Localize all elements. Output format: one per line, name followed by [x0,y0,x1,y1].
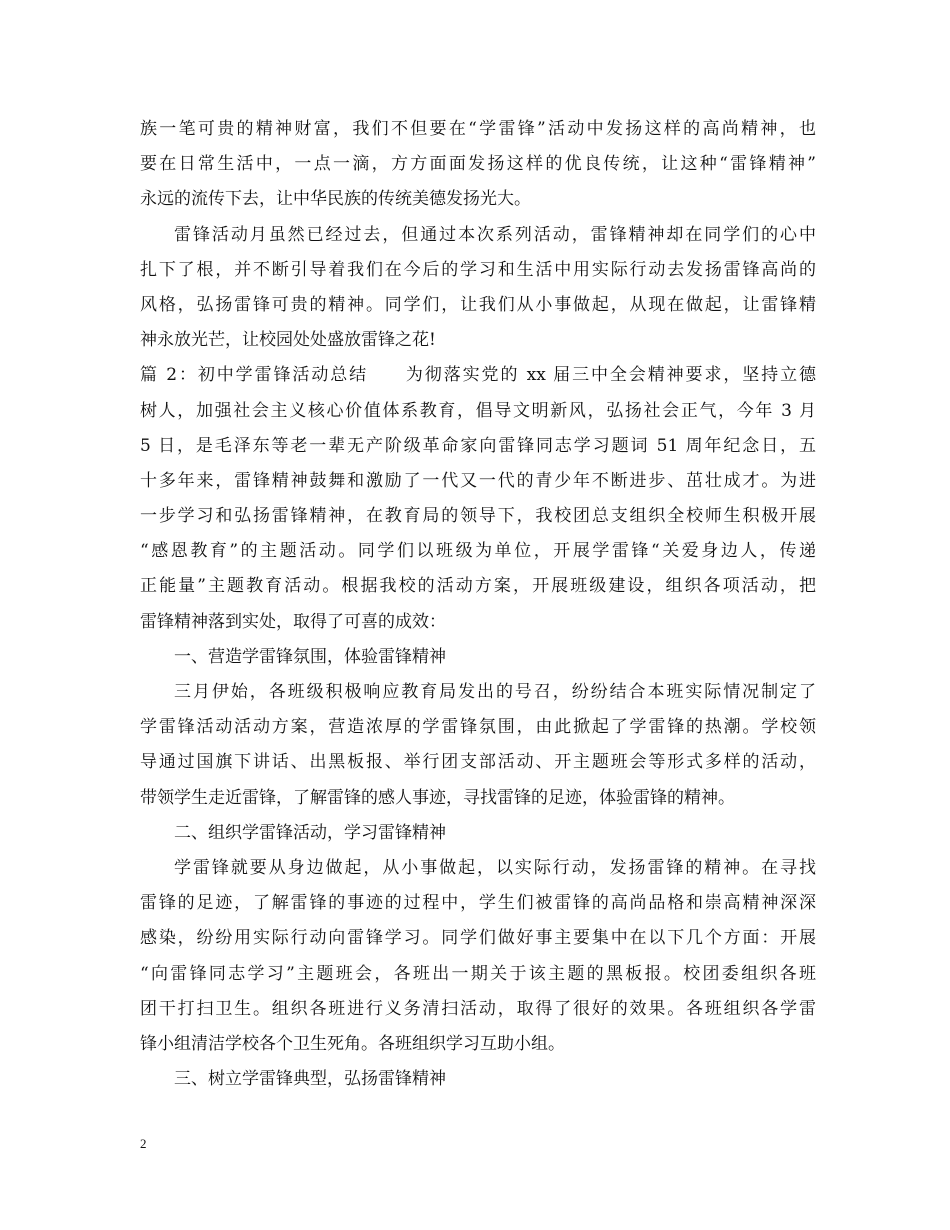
text-line: 雷锋精神落到实处，取得了可喜的成效： [140,611,446,632]
subheading-line: 一、营造学雷锋氛围，体验雷锋精神 [174,646,446,667]
text-line: 带领学生走近雷锋，了解雷锋的感人事迹，寻找雷锋的足迹，体验雷锋的精神。 [140,787,735,808]
text-line: 族一笔可贵的精神财富，我们不但要在“学雷锋”活动中发扬这样的高尚精神，也 [140,119,816,139]
text-line: 学雷锋活动活动方案，营造浓厚的学雷锋氛围，由此掀起了学雷锋的热潮。学校领 [140,717,816,738]
document-body [140,112,816,1097]
text-line: 神永放光芒，让校园处处盛放雷锋之花! [140,330,436,351]
text-line: 永远的流传下去，让中华民族的传统美德发扬光大。 [140,189,531,210]
text-line: “感恩教育”的主题活动。同学们以班级为单位，开展学雷锋“关爱身边人，传递 [140,541,816,562]
text-line: 锋小组清洁学校各个卫生死角。各班组织学习互助小组。 [140,1033,565,1054]
text-line: “向雷锋同志学习”主题班会，各班出一期关于该主题的黑板报。校团委组织各班 [140,963,816,984]
text-line: 团干打扫卫生。组织各班进行义务清扫活动，取得了很好的效果。各班组织各学雷 [140,998,816,1019]
text-line: 十多年来，雷锋精神鼓舞和激励了一代又一代的青少年不断进步、茁壮成才。为进 [140,470,816,491]
page-number: 2 [140,1136,147,1151]
text-line: 正能量”主题教育活动。根据我校的活动方案，开展班级建设，组织各项活动，把 [140,576,816,597]
text-line: 一步学习和弘扬雷锋精神，在教育局的领导下，我校团总支组织全校师生积极开展 [140,506,816,527]
paragraph-start-line: 三月伊始，各班级积极响应教育局发出的号召，纷纷结合本班实际情况制定了 [174,682,816,702]
section-title-line: 篇 2：初中学雷锋活动总结 为彻落实党的 xx 届三中全会精神要求，坚持立德 [140,365,816,386]
text-line: 要在日常生活中，一点一滴，方方面面发扬这样的优良传统，让这种“雷锋精神” [140,154,816,175]
paragraph-start-line: 学雷锋就要从身边做起，从小事做起，以实际行动，发扬雷锋的精神。在寻找 [174,857,816,878]
paragraph-start-line: 雷锋活动月虽然已经过去，但通过本次系列活动，雷锋精神却在同学们的心中 [174,224,816,245]
subheading-line: 二、组织学雷锋活动，学习雷锋精神 [174,822,446,843]
text-line: 扎下了根，并不断引导着我们在今后的学习和生活中用实际行动去发扬雷锋高尚的 [140,259,816,280]
text-line: 风格，弘扬雷锋可贵的精神。同学们，让我们从小事做起，从现在做起，让雷锋精 [140,294,816,315]
text-line: 5 日，是毛泽东等老一辈无产阶级革命家向雷锋同志学习题词 51 周年纪念日，五 [140,435,816,456]
text-line: 树人，加强社会主义核心价值体系教育，倡导文明新风，弘扬社会正气，今年 3 月 [140,400,816,421]
text-line: 感染，纷纷用实际行动向雷锋学习。同学们做好事主要集中在以下几个方面：开展 [140,928,816,949]
text-line: 雷锋的足迹，了解雷锋的事迹的过程中，学生们被雷锋的高尚品格和崇高精神深深 [140,893,816,914]
subheading-line: 三、树立学雷锋典型，弘扬雷锋精神 [174,1069,446,1090]
text-line: 导通过国旗下讲话、出黑板报、举行团支部活动、开主题班会等形式多样的活动， [140,752,816,773]
